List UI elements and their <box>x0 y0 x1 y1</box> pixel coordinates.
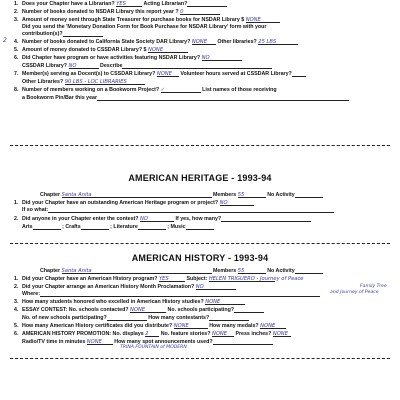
answer-l3: NONE <box>245 17 261 23</box>
separator-3 <box>10 358 390 359</box>
heritage-q2b: Arts ; Crafts ; Literature ; Music <box>22 224 214 230</box>
library-q8: 8. Number of members working on a Bookworm Project? ✓ List names of those receiving <box>14 87 277 93</box>
library-q7b: Other Libraries? 90 LBS - LOC LIBRARIES <box>22 79 145 85</box>
heritage-q1b: If so what: <box>22 207 334 213</box>
heritage-answer-q1: NO <box>219 200 228 206</box>
answer-l1: YES <box>116 1 126 7</box>
answer-l5: NONE <box>147 47 164 53</box>
answer-l4: NONE <box>191 39 207 45</box>
margin-note: 2 <box>3 37 7 44</box>
separator-2 <box>10 243 390 244</box>
answer-l2: 0 <box>180 9 184 15</box>
history-q1: 1. Did your Chapter have an American History program? YES Subject: HELEN TRIGUERO - Journey of Peace <box>14 276 304 282</box>
answer-l7: NONE <box>156 71 172 77</box>
heritage-chapter-value: Santa Anita <box>61 192 92 198</box>
library-q7: 7. Member(s) serving as Docent(s) to CSSDAR Library? NONE Volunteer hours served at CSSDAR Library? <box>14 71 306 77</box>
history-q6b: Radio/TV time in minutes NONE How many spot announcements used? <box>22 339 273 345</box>
heritage-q1: 1. Did your Chapter have an outstanding American Heritage program or project? NO <box>14 200 254 206</box>
history-answer-q5: NONE <box>173 323 189 329</box>
history-title: AMERICAN HISTORY - 1993-94 <box>131 253 269 263</box>
library-q3c: contribution(s)? <box>22 31 103 37</box>
library-q5: 5. Amount of money donated to CSSDAR Library? $ NONE <box>14 47 188 53</box>
library-q1: 1. Does your Chapter have a Librarian? YES Acting Librarian? <box>14 1 227 7</box>
separator-1 <box>10 145 390 146</box>
history-answer-q4: NONE <box>130 307 146 313</box>
answer-l6: NO <box>201 55 210 61</box>
library-q6b: CSSDAR Library? NO Describe <box>22 63 272 69</box>
history-answer-q6e: TRINA FOUNTAIN of MODERN <box>120 345 187 350</box>
history-answer-q6d: NONE <box>86 339 102 345</box>
history-q4b: No. of new schools participating? How many contestants? <box>22 315 249 321</box>
answer-l6b: NO <box>68 63 77 69</box>
history-q5: 5. How many American History certificates did you distribute? NONE How many medals? NONE <box>14 323 286 329</box>
history-answer-q6b: NONE <box>211 331 228 337</box>
history-answer-q6: 2 <box>145 331 149 337</box>
library-q8b: a Bookworm Pin/Bar this year <box>22 95 349 101</box>
history-answer-q6c: NONE <box>272 331 288 337</box>
library-q3: 3. Amount of money sent through State Treasurer for purchase books for NSDAR Library $ NONE <box>14 17 280 23</box>
heritage-q2: 2. Did anyone in your Chapter enter the contest? NO If yes, how many? <box>14 216 311 222</box>
history-answer-q1-subject: HELEN TRIGUERO - Journey of Peace <box>208 276 304 282</box>
history-answer-q5b: NONE <box>260 323 276 329</box>
history-chapter-row: Chapter Santa Anita Members 55 No Activity <box>40 268 323 274</box>
answer-l4b: 25 LBS <box>258 39 277 45</box>
history-members-value: 55 <box>237 268 245 274</box>
library-q2: 2. Number of books donated to NSDAR Library this report year ? 0 <box>14 9 220 15</box>
side-note-family-tree: Family Tree <box>360 284 387 289</box>
library-q3b: Did you send the 'Monetary Donation Form for Book Purchase for NSDAR Library' form with your <box>22 24 267 30</box>
history-q4: 4. ESSAY CONTEST: No. schools contacted? NONE No. schools participating? <box>14 307 264 313</box>
heritage-answer-q2: NO <box>140 216 149 222</box>
history-q2: 2. Did your Chapter arrange an American History Month Proclamation? NO <box>14 284 236 290</box>
heritage-members-value: 55 <box>237 192 245 198</box>
side-note-journey: and Journey of Peace <box>330 290 379 295</box>
answer-l7b: 90 LBS - LOC LIBRARIES <box>64 79 127 85</box>
library-q4: 4. Number of books donated to California State Society DAR Library? NONE Other libraries? 25 LBS <box>14 39 298 45</box>
history-answer-q1: YES <box>158 276 169 282</box>
heritage-title: AMERICAN HERITAGE - 1993-94 <box>128 173 272 183</box>
history-answer-q2: NO <box>195 284 204 290</box>
history-answer-q3: NONE <box>205 299 221 305</box>
history-q6: 6. AMERICAN HISTORY PROMOTION: No. displays 2 No. feature stories? NONE Press inches? NONE <box>14 331 291 337</box>
history-q3: 3. How many students honored who excelled in American History studies? NONE <box>14 299 245 305</box>
history-q2b: Where: <box>22 291 320 297</box>
history-chapter-value: Santa Anita <box>61 268 92 274</box>
answer-l8: ✓ <box>160 87 165 93</box>
library-q6: 6. Did Chapter have program or have activities featuring NSDAR Library? NO <box>14 55 242 61</box>
heritage-chapter-row: Chapter Santa Anita Members 55 No Activity <box>40 192 323 198</box>
